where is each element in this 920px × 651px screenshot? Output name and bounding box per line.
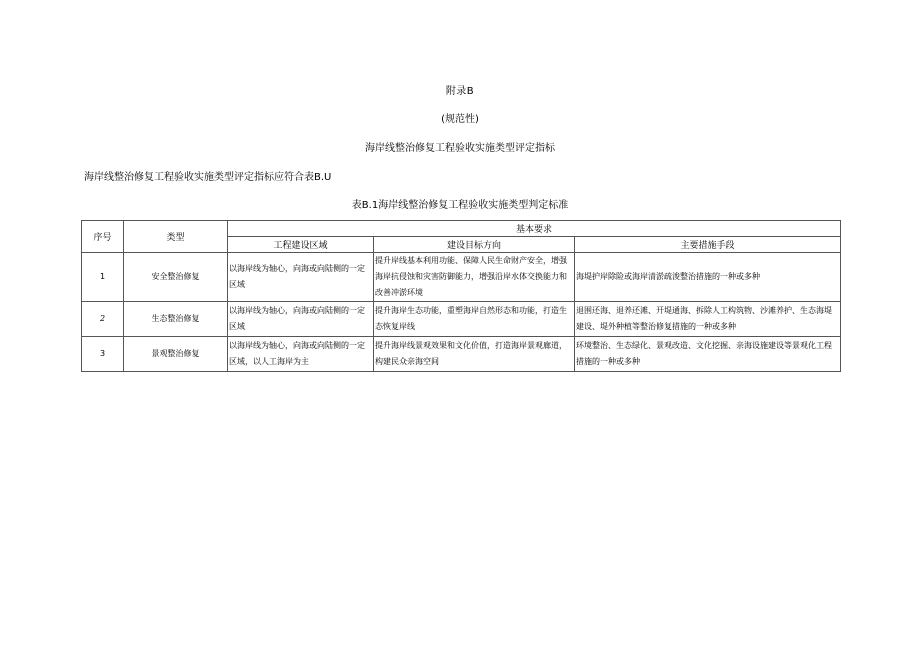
appendix-title: 附录B bbox=[445, 86, 475, 97]
row-no: 3 bbox=[82, 337, 124, 372]
header-basic-requirements: 基本要求 bbox=[228, 221, 841, 237]
header-goal: 建设目标方向 bbox=[374, 237, 575, 253]
table-row bbox=[82, 337, 841, 372]
row-goal: 提升海岸生态功能，重塑海岸自然形态和功能，打造生态恢复岸线 bbox=[374, 302, 575, 337]
row-type: 安全整治修复 bbox=[124, 253, 228, 302]
row-measures: 海堤护岸除险或海岸清淤疏浚整治措施的一种或多种 bbox=[575, 253, 841, 302]
table-caption: 表B.1海岸线整治修复工程验收实施类型判定标准 bbox=[351, 200, 569, 211]
intro-text: 海岸线整治修复工程验收实施类型评定指标应符合表B.U bbox=[84, 172, 332, 183]
criteria-table bbox=[81, 220, 841, 372]
table-row bbox=[82, 253, 841, 302]
row-no: 2 bbox=[82, 302, 124, 337]
row-measures: 退围还海、退养还滩、开堤通海、拆除人工构筑物、沙滩养护、生态海堤建设、堤外种植等整治修复措施的一种或多种 bbox=[575, 302, 841, 337]
row-no: 1 bbox=[82, 253, 124, 302]
row-area: 以海岸线为轴心，向海或向陆侧的一定区域 bbox=[228, 302, 374, 337]
table-row bbox=[82, 302, 841, 337]
header-area: 工程建设区域 bbox=[228, 237, 374, 253]
header-type: 类型 bbox=[124, 221, 228, 253]
row-type: 生态整治修复 bbox=[124, 302, 228, 337]
row-area: 以海岸线为轴心，向海或向陆侧的一定区域 bbox=[228, 253, 374, 302]
row-measures: 环境整治、生态绿化、景观改造、文化挖掘、亲海设施建设等景观化工程措施的一种或多种 bbox=[575, 337, 841, 372]
header-no: 序号 bbox=[82, 221, 124, 253]
normative-label: (规范性) bbox=[441, 114, 479, 125]
row-type: 景观整治修复 bbox=[124, 337, 228, 372]
row-area: 以海岸线为轴心，向海或向陆侧的一定区域，以人工海岸为主 bbox=[228, 337, 374, 372]
header-measures: 主要措施手段 bbox=[575, 237, 841, 253]
row-goal: 提升海岸线景观效果和文化价值，打造海岸景观廊道，构建民众亲海空间 bbox=[374, 337, 575, 372]
row-goal: 提升岸线基本利用功能、保障人民生命财产安全，增强海岸抗侵蚀和灾害防御能力，增强沿岸水体交换能力和改善冲淤环境 bbox=[374, 253, 575, 302]
document-title: 海岸线整治修复工程验收实施类型评定指标 bbox=[365, 143, 555, 154]
